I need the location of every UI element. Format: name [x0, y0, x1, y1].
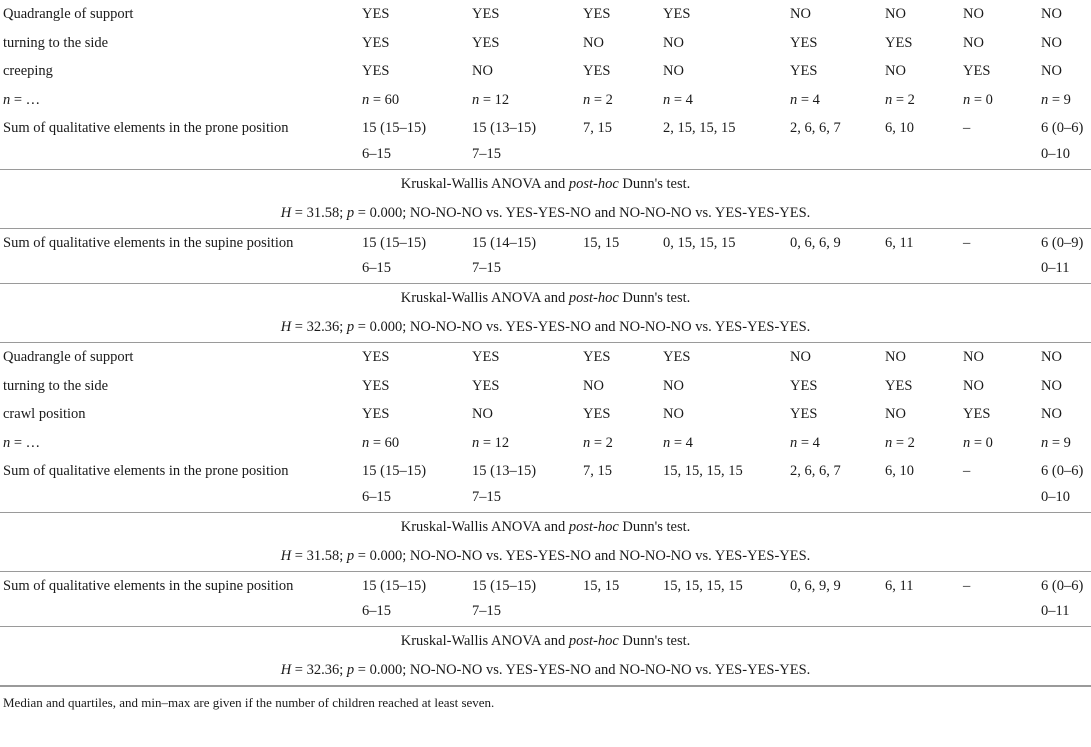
row-label: turning to the side	[3, 377, 109, 394]
table-cell: 7, 15	[583, 120, 612, 136]
range-cell: 0–10	[1041, 145, 1070, 162]
range-cell: 7–15	[472, 145, 501, 162]
table-cell: YES	[790, 63, 818, 79]
n-value: n = 60	[362, 434, 400, 451]
table-cell: 15 (13–15)	[472, 463, 537, 479]
test-result: H = 32.36; p = 0.000; NO-NO-NO vs. YES-YES-NO and NO-NO-NO vs. YES-YES-YES.	[280, 662, 811, 678]
n-row	[0, 86, 1091, 115]
sum-row	[0, 229, 1091, 258]
row-label: Sum of qualitative elements in the prone position	[3, 463, 289, 479]
table-cell: 6, 11	[885, 234, 914, 251]
row-label: Quadrangle of support	[3, 6, 134, 22]
table-cell: NO	[1041, 34, 1062, 51]
table-cell: 2, 15, 15, 15	[663, 120, 736, 136]
table-cell: 15 (15–15)	[362, 577, 427, 594]
table-row	[0, 29, 1091, 58]
table-cell: 0, 15, 15, 15	[663, 234, 736, 251]
sum-row	[0, 457, 1091, 486]
table-cell: YES	[963, 406, 991, 422]
n-value: n = 12	[472, 91, 510, 108]
table-cell: 15 (13–15)	[472, 120, 537, 136]
row-label: Quadrangle of support	[3, 349, 134, 365]
test-name: Kruskal-Wallis ANOVA and post-hoc Dunn's test.	[400, 633, 691, 649]
table-cell: NO	[1041, 406, 1062, 422]
table-cell: 6 (0–6)	[1041, 463, 1084, 479]
row-label: n = …	[3, 91, 41, 108]
table-cell: YES	[472, 6, 500, 22]
row-label: creeping	[3, 63, 53, 79]
table-cell: NO	[885, 349, 906, 365]
row-label: Sum of qualitative elements in the supine position	[3, 234, 294, 251]
n-value: n = 0	[963, 91, 993, 108]
table-cell: 2, 6, 6, 7	[790, 463, 841, 479]
range-cell: 0–10	[1041, 488, 1070, 505]
table-cell: NO	[885, 6, 906, 22]
table-cell: NO	[1041, 6, 1062, 22]
table-cell: YES	[583, 6, 611, 22]
table-cell: YES	[472, 34, 500, 51]
table-cell: YES	[583, 406, 611, 422]
table-cell: 6 (0–9)	[1041, 234, 1084, 251]
n-value: n = 2	[885, 91, 915, 108]
range-cell: 6–15	[362, 488, 391, 505]
table-cell: YES	[362, 349, 390, 365]
table-cell: YES	[663, 6, 691, 22]
table-cell: YES	[790, 406, 818, 422]
row-label: n = …	[3, 434, 41, 451]
table-footnote: Median and quartiles, and min–max are given if the number of children reached at least seven.	[3, 695, 495, 710]
table-cell: NO	[790, 349, 811, 365]
n-value: n = 4	[663, 434, 693, 451]
table-cell: YES	[472, 377, 500, 394]
row-label: crawl position	[3, 406, 86, 422]
range-cell: 7–15	[472, 603, 501, 619]
table-row	[0, 343, 1091, 372]
table-row	[0, 57, 1091, 86]
range-cell: 7–15	[472, 488, 501, 505]
table-cell: 15 (15–15)	[362, 120, 427, 136]
table-cell: –	[963, 120, 971, 136]
table-cell: 6 (0–6)	[1041, 120, 1084, 136]
table-cell: YES	[362, 377, 390, 394]
table-cell: 0, 6, 6, 9	[790, 234, 841, 251]
n-value: n = 2	[583, 91, 613, 108]
table-cell: NO	[963, 349, 984, 365]
range-cell: 6–15	[362, 145, 391, 162]
range-cell: 7–15	[472, 260, 501, 276]
table-cell: YES	[583, 349, 611, 365]
table-cell: YES	[472, 349, 500, 365]
test-result: H = 31.58; p = 0.000; NO-NO-NO vs. YES-YES-NO and NO-NO-NO vs. YES-YES-YES.	[280, 204, 811, 221]
table-cell: 7, 15	[583, 463, 612, 479]
range-row	[0, 143, 1091, 169]
table-cell: NO	[583, 34, 604, 51]
table-cell: 6 (0–6)	[1041, 577, 1084, 594]
table-cell: 15 (15–15)	[362, 234, 427, 251]
table-cell: YES	[790, 34, 818, 51]
n-value: n = 4	[663, 91, 693, 108]
table-cell: NO	[472, 406, 493, 422]
test-name: Kruskal-Wallis ANOVA and post-hoc Dunn's test.	[400, 175, 691, 192]
n-value: n = 4	[790, 434, 820, 451]
table-cell: 0, 6, 9, 9	[790, 577, 841, 594]
table-cell: 6, 11	[885, 577, 914, 594]
test-result: H = 31.58; p = 0.000; NO-NO-NO vs. YES-YES-NO and NO-NO-NO vs. YES-YES-YES.	[280, 547, 811, 564]
divider	[0, 685, 1091, 686]
test-name: Kruskal-Wallis ANOVA and post-hoc Dunn's test.	[400, 518, 691, 535]
table-cell: –	[963, 234, 971, 251]
table-cell: YES	[790, 377, 818, 394]
range-cell: 0–11	[1041, 260, 1070, 276]
table-cell: NO	[583, 377, 604, 394]
table-cell: NO	[885, 63, 906, 79]
n-value: n = 9	[1041, 434, 1071, 451]
table-row	[0, 0, 1091, 29]
range-cell: 6–15	[362, 260, 391, 276]
table-cell: NO	[663, 377, 684, 394]
table-cell: 15 (14–15)	[472, 234, 537, 251]
range-cell: 0–11	[1041, 603, 1070, 619]
table-cell: –	[963, 577, 971, 594]
n-value: n = 0	[963, 434, 993, 451]
table-cell: YES	[885, 34, 913, 51]
table-cell: 6, 10	[885, 120, 914, 136]
table-cell: YES	[362, 34, 390, 51]
sum-row	[0, 114, 1091, 143]
n-value: n = 60	[362, 91, 400, 108]
row-label: turning to the side	[3, 34, 109, 51]
table-cell: YES	[663, 349, 691, 365]
table-cell: NO	[663, 34, 684, 51]
table-row	[0, 400, 1091, 429]
range-row	[0, 600, 1091, 626]
table-cell: 2, 6, 6, 7	[790, 120, 841, 136]
n-value: n = 2	[583, 434, 613, 451]
table-cell: NO	[790, 6, 811, 22]
table-cell: NO	[472, 63, 493, 79]
n-value: n = 2	[885, 434, 915, 451]
table-cell: YES	[885, 377, 913, 394]
table-cell: NO	[1041, 63, 1062, 79]
table-cell: NO	[663, 406, 684, 422]
range-cell: 6–15	[362, 603, 391, 619]
table-cell: YES	[362, 406, 390, 422]
n-value: n = 9	[1041, 91, 1071, 108]
table-cell: YES	[362, 63, 390, 79]
range-row	[0, 486, 1091, 512]
row-label: Sum of qualitative elements in the prone position	[3, 120, 289, 136]
table-cell: YES	[362, 6, 390, 22]
table-cell: 15, 15	[583, 577, 620, 594]
table-cell: NO	[963, 377, 984, 394]
table-cell: 15, 15, 15, 15	[663, 577, 743, 594]
table-cell: NO	[885, 406, 906, 422]
n-row	[0, 429, 1091, 458]
n-value: n = 4	[790, 91, 820, 108]
n-value: n = 12	[472, 434, 510, 451]
test-result: H = 32.36; p = 0.000; NO-NO-NO vs. YES-YES-NO and NO-NO-NO vs. YES-YES-YES.	[280, 319, 811, 335]
table-cell: –	[963, 463, 971, 479]
table-cell: 15, 15	[583, 234, 620, 251]
table-cell: NO	[963, 34, 984, 51]
table-cell: 15 (15–15)	[472, 577, 537, 594]
table-cell: 15, 15, 15, 15	[663, 463, 743, 479]
test-name: Kruskal-Wallis ANOVA and post-hoc Dunn's test.	[400, 290, 691, 306]
row-label: Sum of qualitative elements in the supine position	[3, 577, 294, 594]
table-cell: NO	[1041, 349, 1062, 365]
table-cell: YES	[583, 63, 611, 79]
table-row	[0, 372, 1091, 401]
range-row	[0, 257, 1091, 283]
sum-row	[0, 572, 1091, 601]
table-cell: 6, 10	[885, 463, 914, 479]
table-cell: 15 (15–15)	[362, 463, 427, 479]
table-cell: NO	[663, 63, 684, 79]
table-cell: NO	[963, 6, 984, 22]
table-cell: NO	[1041, 377, 1062, 394]
table-cell: YES	[963, 63, 991, 79]
